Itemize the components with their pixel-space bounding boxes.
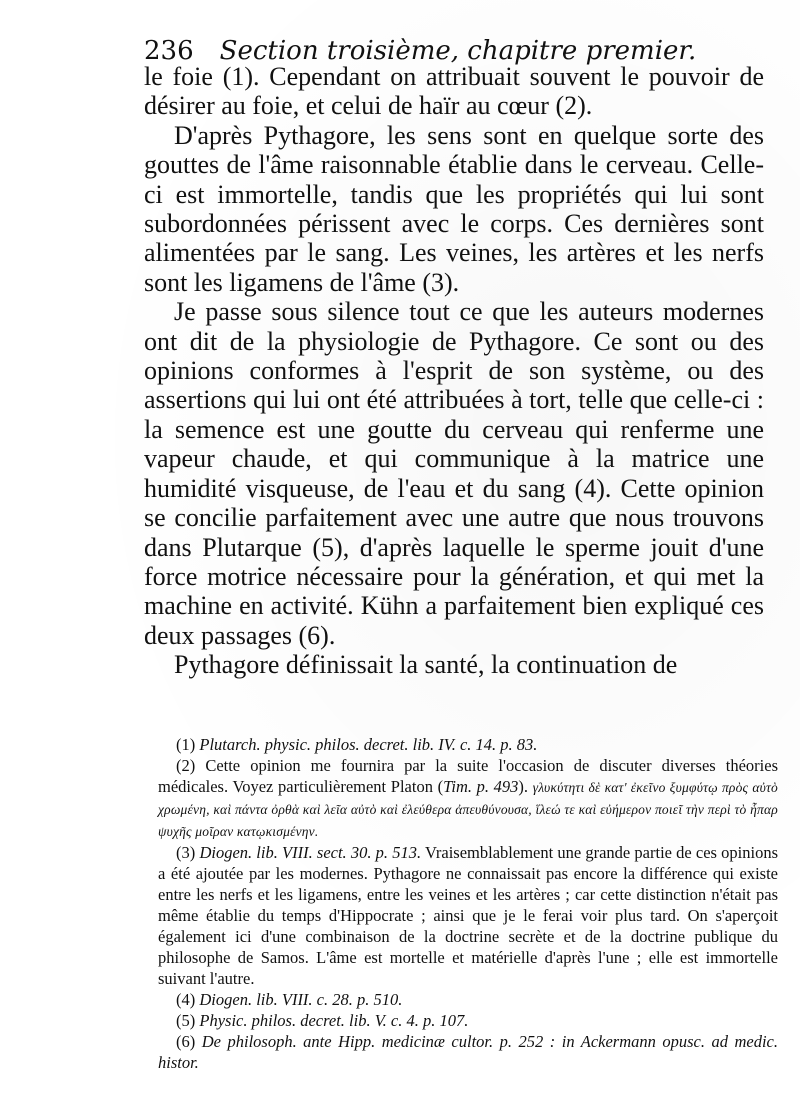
footnote-reference: Physic. philos. decret. lib. V. c. 4. p. 107. [199, 1011, 469, 1030]
footnote-reference: Diogen. lib. VIII. sect. 30. p. 513. [199, 843, 422, 862]
paragraph-4: Pythagore définissait la santé, la continuation de [174, 650, 678, 680]
paragraph-2: D'après Pythagore, les sens sont en quelque sorte des gouttes de l'âme raisonnable établie dans le cerveau. Celle-ci est immortelle, tandis que les propriétés qui lui sont subordonnées périssent avec le corps. Ces dernières sont alimentées par le sang. Les veines, les artères et les nerfs sont les ligamens de l'âme (3). [144, 120, 764, 297]
footnote-reference: Plutarch. physic. philos. decret. lib. IV. c. 14. p. 83. [199, 735, 538, 754]
greek-quotation: γλυκύτητι δὲ κατ' ἐκεῖνο ξυμφύτῳ πρὸς αὐτὸ χρωμένη, καὶ πάντα ὀρθὰ καὶ λεῖα αὐτὸ καὶ ἐλεύθερα ἀπευθύνουσα, ἵλεώ τε καὶ εὐήμερον ποιεῖ τὴν περὶ τὸ ἧπαρ ψυχῆς μοῖραν κατῳκισμένην. [158, 780, 778, 839]
paragraph-3: Je passe sous silence tout ce que les auteurs modernes ont dit de la physiologie de Pythagore. Ce sont ou des opinions conformes à l'esprit de son système, ou des assertions qui lui ont été attribuées à tort, telle que celle-ci : la semence est une goutte du cerveau qui renferme une vapeur chaude, et qui communique à la matrice une humidité visqueuse, de l'eau et du sang (4). Cette opinion se concilie parfaitement avec une autre que nous trouvons dans Plutarque (5), d'après laquelle le sperme jouit d'une force motrice nécessaire pour la génération, et qui met la machine en activité. Kühn a parfaitement bien expliqué ces deux passages (6). [144, 297, 764, 650]
footnote-number: (6) [176, 1032, 196, 1051]
footnote-number: (1) [176, 735, 196, 754]
paragraph-1: le foie (1). Cependant on attribuait souvent le pouvoir de désirer au foie, et celui de haïr au cœur (2). [144, 62, 764, 121]
footnote-reference: De philosoph. ante Hipp. medicinæ cultor. p. 252 : [201, 1032, 556, 1051]
footnote-1 [158, 734, 778, 755]
footnote-number: (2) [176, 756, 196, 775]
footnote-text: Vraisemblablement une grande partie de ces opinions a été ajoutée par les modernes. Pythagore ne connaissait pas encore la différence qui existe entre les nerfs et les ligamens, entre les veines et les artères ; car cette distinction n'était pas même établie du temps d'Hippocrate ; ainsi que je le ferai voir plus tard. On s'aperçoit également ici d'une combinaison de la doctrine secrète et de la doctrine publique du philosophe de Samos. L'âme est mortelle et matérielle d'après l'une ; elle est immortelle suivant l'autre. [158, 843, 778, 988]
footnote-5 [158, 1010, 778, 1031]
footnote-number: (4) [176, 990, 196, 1009]
footnote-number: (3) [176, 843, 196, 862]
footnote-reference: Tim. p. 493 [443, 777, 519, 796]
footnote-text: Cette opinion me fournira par la suite l'occasion de discuter diverses théories médicales. Voyez particulièrement Platon ( [158, 756, 778, 796]
main-text [144, 62, 764, 680]
footnote-2 [158, 755, 778, 842]
footnote-reference: Diogen. lib. VIII. c. 28. p. 510. [199, 990, 403, 1009]
footnote-3 [158, 842, 778, 989]
footnote-number: (5) [176, 1011, 196, 1030]
running-title: Section troisième, chapitre premier. [219, 36, 697, 66]
footnote-6 [158, 1031, 778, 1073]
footnote-4 [158, 989, 778, 1010]
footnote-text: ). [518, 777, 529, 796]
page-number: 236 [144, 36, 194, 66]
footnotes [158, 734, 778, 1073]
footnote-text: in Ackermann opusc. ad medic. histor. [158, 1032, 779, 1072]
